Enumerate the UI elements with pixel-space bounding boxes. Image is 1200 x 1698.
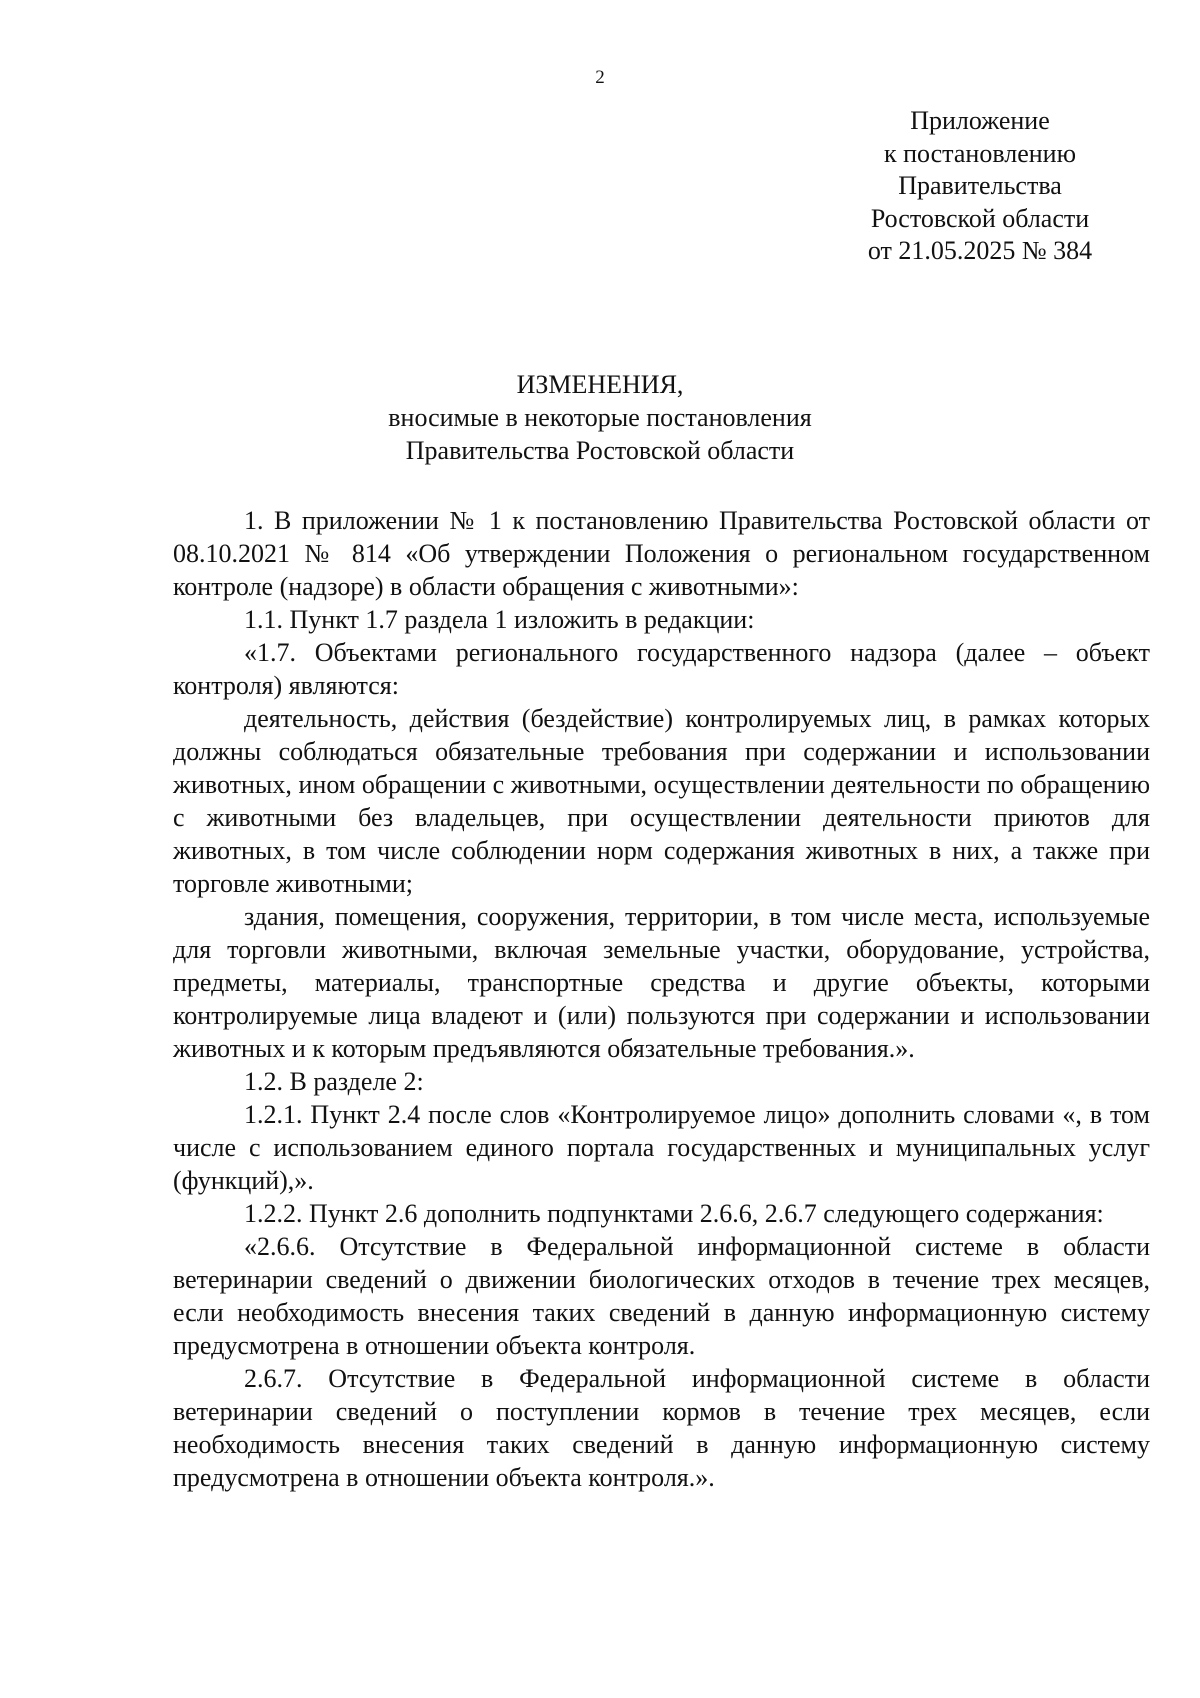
paragraph: «1.7. Объектами регионального государственного надзора (далее – объект контроля) являются:: [173, 638, 1150, 700]
title-heading: ИЗМЕНЕНИЯ,: [516, 370, 684, 399]
annex-line: от 21.05.2025 № 384: [867, 236, 1093, 265]
paragraph: 1.2.1. Пункт 2.4 после слов «Контролируемое лицо» дополнить словами «, в том числе с использованием единого портала государственных и муниципальных услуг (функций),».: [173, 1100, 1150, 1195]
paragraph: 1.2. В разделе 2:: [244, 1067, 424, 1096]
annex-line: Приложение: [910, 106, 1050, 135]
title-subtitle: Правительства Ростовской области: [405, 436, 795, 465]
title-subtitle: вносимые в некоторые постановления: [388, 403, 812, 432]
paragraph: 1.1. Пункт 1.7 раздела 1 изложить в редакции:: [244, 605, 755, 634]
paragraph: деятельность, действия (бездействие) контролируемых лиц, в рамках которых должны соблюдаться обязательные требования при содержании и использовании животных, ином обращении с животными, осуществлении деятельности по обращению с животными без владельцев, при осуществлении деятельности приютов для животных, в том числе соблюдении норм содержания животных в них, а также при торговле животными;: [173, 704, 1150, 898]
paragraph: 2.6.7. Отсутствие в Федеральной информационной системе в области ветеринарии сведений о поступлении кормов в течение трех месяцев, если необходимость внесения таких сведений в данную информационную систему предусмотрена в отношении объекта контроля.».: [173, 1364, 1150, 1492]
paragraph: «2.6.6. Отсутствие в Федеральной информационной системе в области ветеринарии сведений о движении биологических отходов в течение трех месяцев, если необходимость внесения таких сведений в данную информационную систему предусмотрена в отношении объекта контроля.: [173, 1232, 1150, 1360]
annex-line: Правительства: [898, 171, 1062, 200]
paragraph: здания, помещения, сооружения, территории, в том числе места, используемые для торговли животными, включая земельные участки, оборудование, устройства, предметы, материалы, транспортные средства и другие объекты, которыми контролируемые лица владеют и (или) пользуются при содержании и использовании животных и к которым предъявляются обязательные требования.».: [173, 902, 1150, 1063]
annex-line: Ростовской области: [870, 203, 1090, 233]
document-body: [173, 504, 1150, 1494]
paragraph: 1.2.2. Пункт 2.6 дополнить подпунктами 2.6.6, 2.6.7 следующего содержания:: [244, 1199, 1104, 1228]
page-number: 2: [595, 67, 605, 88]
annex-line: к постановлению: [883, 138, 1077, 168]
document-title: [0, 368, 1200, 467]
annex-block: [830, 105, 1130, 268]
paragraph: 1. В приложении № 1 к постановлению Правительства Ростовской области от 08.10.2021 № 814 «Об утверждении Положения о региональном государственном контроле (надзоре) в области обращения с животными»:: [173, 506, 1150, 601]
